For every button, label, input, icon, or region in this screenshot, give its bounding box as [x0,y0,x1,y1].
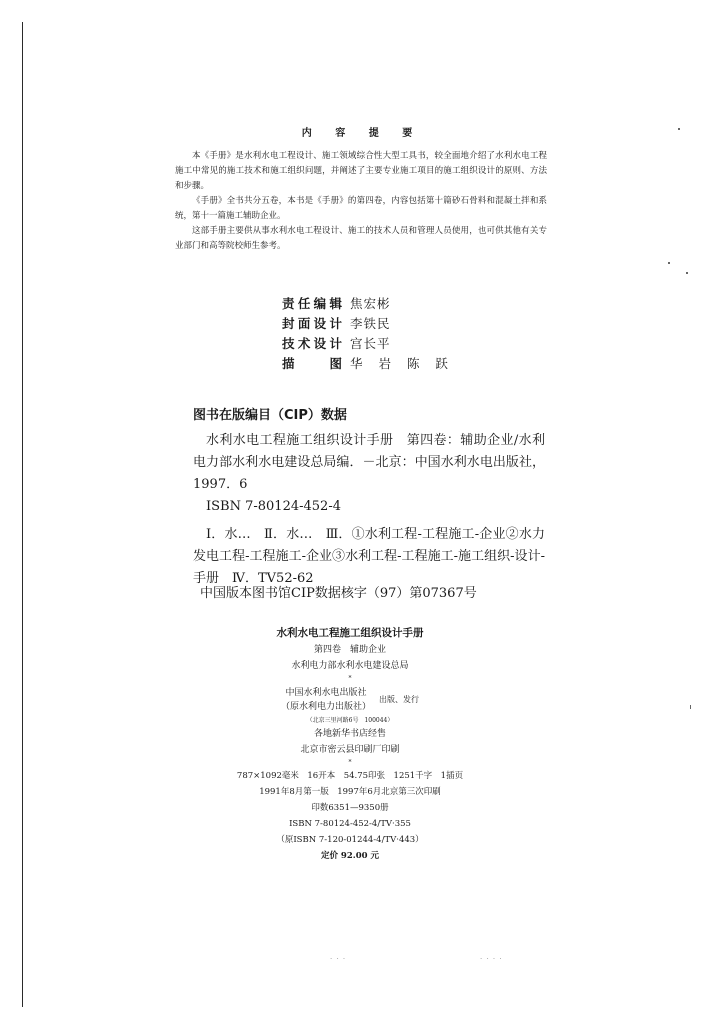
scan-mark: · · · · [480,955,503,963]
cip-subjects: Ⅰ．水… Ⅱ．水… Ⅲ．①水利工程-工程施工-企业②水力发电工程-工程施工-企业③水利工程-工程施工-施工组织-设计-手册 Ⅳ．TV52-62 [193,527,545,586]
credit-label: 封面设计 [282,316,342,331]
scan-speck [690,705,691,709]
summary-paragraph-2: 《手册》全书共分五卷，本书是《手册》的第四卷，内容包括第十篇砂石骨料和混凝土拌和系统，第十一篇施工辅助企业。 [175,196,547,221]
summary-paragraph-1: 本《手册》是水利水电工程设计、施工领域综合性大型工具书，较全面地介绍了水利水电工程施工中常见的施工技术和施工组织问题，并阐述了主要专业施工项目的施工组织设计的原则、方法和步骤。 [175,151,547,191]
credit-label: 责任编辑 [282,296,342,311]
colophon-book-title: 水利水电工程施工组织设计手册 [276,627,424,639]
summary-block [175,149,547,254]
credit-row-technical-design [282,334,454,354]
summary-title: 内 容 提 要 [301,128,423,139]
colophon-print-run: 印数6351—9350册 [311,803,389,813]
scan-mark: · · · [330,955,347,963]
scan-speck [668,262,670,264]
credit-name: 李铁民 [350,316,391,331]
summary-paragraph-3: 这部手册主要供从事水利水电工程设计、施工的技术人员和管理人员使用，也可供其他有关专业部门和高等院校师生参考。 [175,226,547,251]
colophon-address: （北京三里河路6号 100044） [306,717,394,724]
credit-row-editor [282,294,454,314]
colophon-publisher-block [281,686,419,714]
credits-block [282,294,454,374]
colophon-separator: * [348,759,352,766]
page-left-border [22,22,23,1007]
colophon-publisher: 中国水利水电出版社 [285,688,367,698]
colophon-isbn: ISBN 7-80124-452-4/TV·355 [289,819,411,829]
credit-label: 技术设计 [282,336,342,351]
credit-row-illustration [282,354,454,374]
colophon-publisher-former: （原水利电力出版社） [280,702,371,712]
cip-entry: 水利水电工程施工组织设计手册 第四卷：辅助企业/水利电力部水利水电建设总局编．－北京：中国水利水电出版社，1997．6 [193,433,545,492]
credit-name: 宫长平 [350,336,391,351]
credit-label: 描图 [282,356,342,371]
cip-isbn: ISBN 7-80124-452-4 [206,499,341,514]
credit-name: 焦宏彬 [350,296,391,311]
colophon-isbn-former: （原ISBN 7-120-01244-4/TV·443） [276,835,424,845]
scan-speck [678,128,680,130]
colophon-block [180,624,520,864]
scan-speck [686,272,688,274]
colophon-specs: 787×1092毫米 16开本 54.75印张 1251千字 1插页 [236,771,464,781]
credit-row-cover-design [282,314,454,334]
colophon-author: 水利电力部水利水电建设总局 [291,661,409,671]
colophon-price: 定价 92.00 元 [320,851,380,861]
credit-name: 华 岩 陈 跃 [350,356,454,371]
colophon-volume: 第四卷 辅助企业 [313,645,386,655]
cip-check-number: 中国版本图书馆CIP数据核字（97）第07367号 [200,586,477,601]
colophon-printer: 北京市密云县印刷厂印刷 [300,745,400,755]
colophon-distributor: 各地新华书店经售 [313,729,386,739]
cip-record [193,430,545,590]
colophon-publisher-role: 出版、发行 [379,695,419,704]
colophon-edition: 1991年8月第一版 1997年6月北京第三次印刷 [259,787,441,797]
publisher-names [281,686,371,714]
cip-title: 图书在版编目（CIP）数据 [193,408,347,423]
colophon-separator: * [348,675,352,682]
